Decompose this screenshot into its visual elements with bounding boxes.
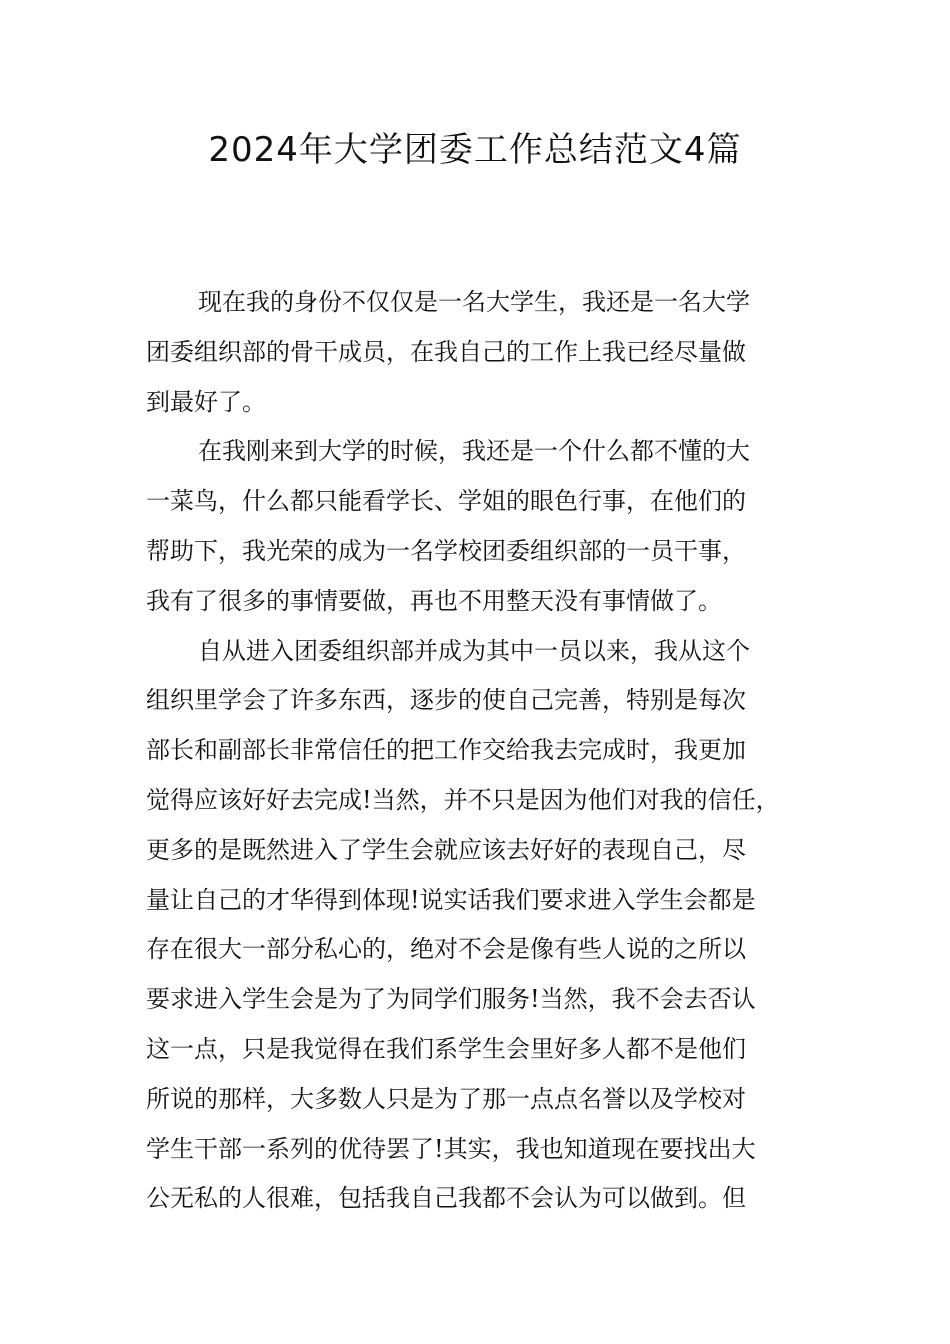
- paragraph: [146, 627, 818, 1225]
- text-line: 更多的是既然进入了学生会就应该去好好的表现自己，尽: [146, 835, 746, 864]
- text-line: 在我刚来到大学的时候，我还是一个什么都不懂的大: [198, 437, 750, 466]
- document-body: [146, 278, 818, 1224]
- text-line: 觉得应该好好去完成!当然，并不只是因为他们对我的信任，: [146, 785, 780, 814]
- text-line: 存在很大一部分私心的，绝对不会是像有些人说的之所以: [146, 935, 746, 964]
- text-line: 团委组织部的骨干成员，在我自己的工作上我已经尽量做: [146, 337, 746, 366]
- text-line: 自从进入团委组织部并成为其中一员以来，我从这个: [198, 636, 750, 665]
- document-title: 2024年大学团委工作总结范文4篇: [208, 130, 742, 170]
- text-line: 现在我的身份不仅仅是一名大学生，我还是一名大学: [198, 288, 750, 316]
- text-line: 帮助下，我光荣的成为一名学校团委组织部的一员干事，: [146, 536, 746, 565]
- text-line: 到最好了。: [146, 387, 266, 416]
- text-line: 所说的那样，大多数人只是为了那一点点名誉以及学校对: [146, 1084, 746, 1113]
- text-line: 学生干部一系列的优待罢了!其实，我也知道现在要找出大: [146, 1134, 756, 1163]
- text-line: 要求进入学生会是为了为同学们服务!当然，我不会去否认: [146, 985, 756, 1014]
- paragraph: [146, 427, 818, 626]
- text-line: 部长和副部长非常信任的把工作交给我去完成时，我更加: [146, 736, 746, 765]
- text-line: 这一点，只是我觉得在我们系学生会里好多人都不是他们: [146, 1034, 746, 1063]
- text-line: 公无私的人很难，包括我自己我都不会认为可以做到。但: [146, 1184, 746, 1213]
- paragraph: [146, 278, 818, 427]
- text-line: 组织里学会了许多东西，逐步的使自己完善，特别是每次: [146, 686, 746, 715]
- text-line: 量让自己的才华得到体现!说实话我们要求进入学生会都是: [146, 885, 756, 914]
- text-line: 我有了很多的事情要做，再也不用整天没有事情做了。: [146, 586, 722, 615]
- text-line: 一菜鸟，什么都只能看学长、学姐的眼色行事，在他们的: [146, 487, 746, 516]
